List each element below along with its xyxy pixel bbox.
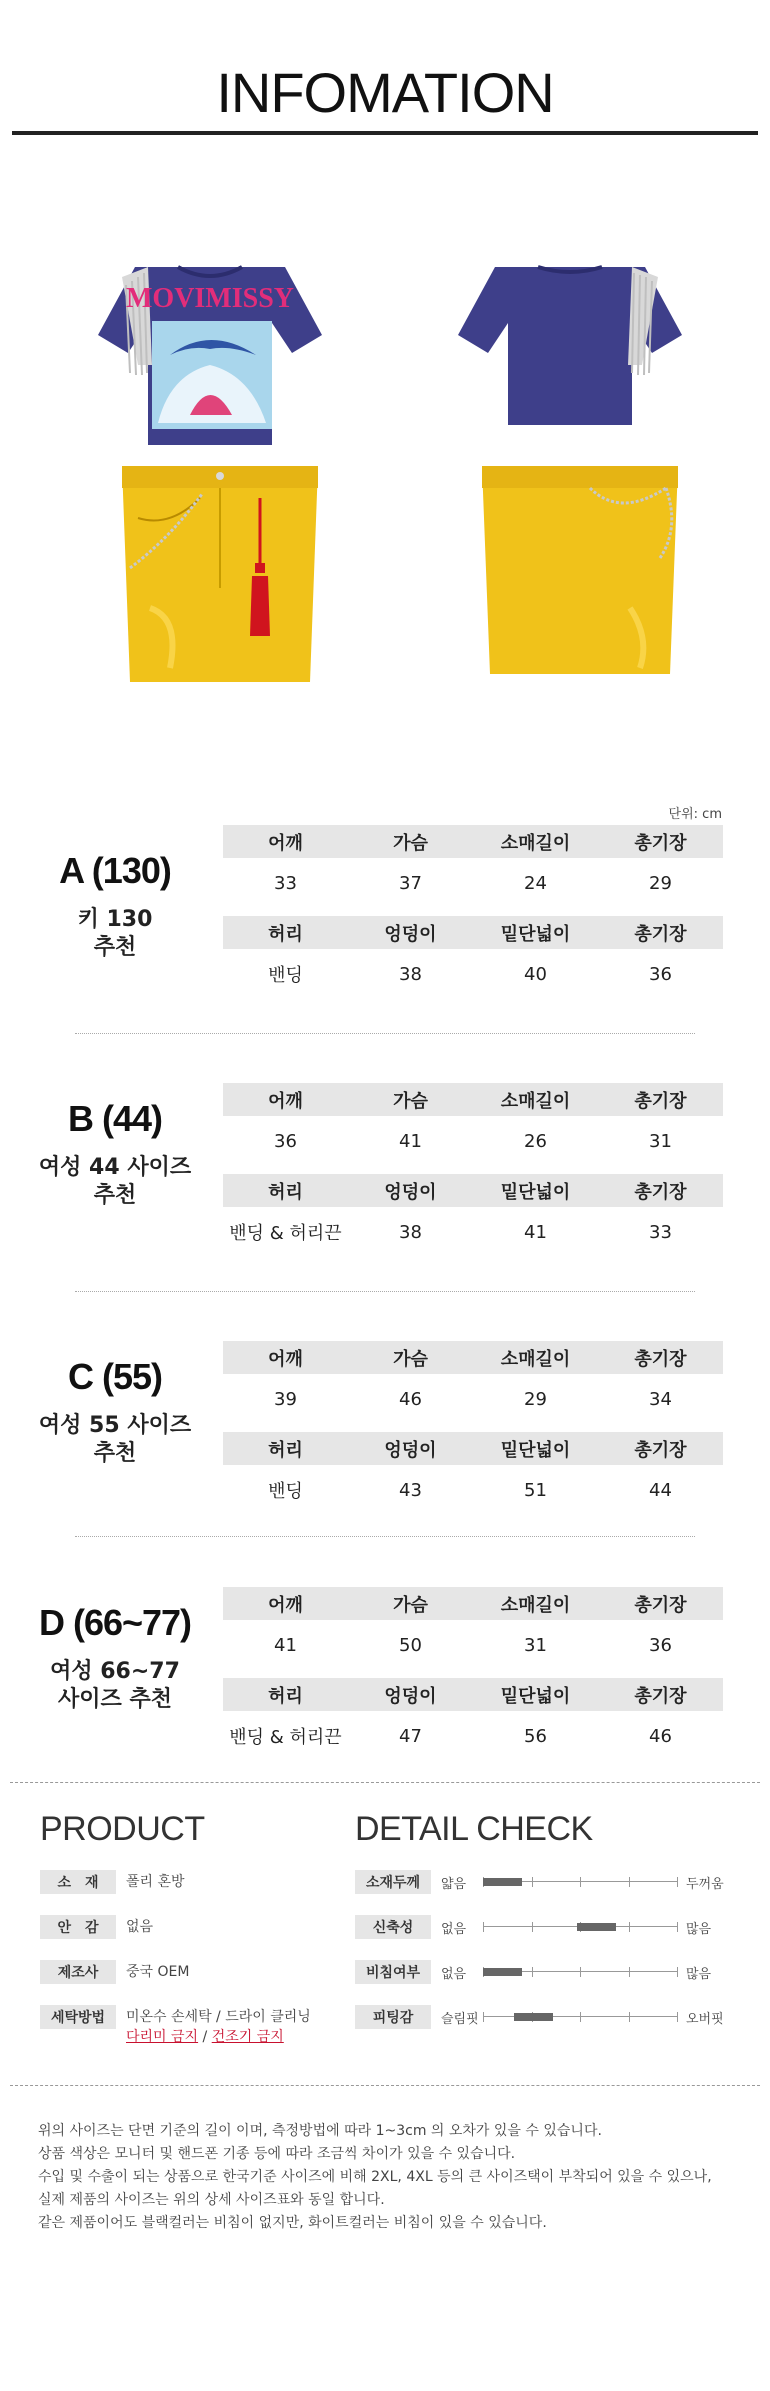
product-row [40,2005,311,2047]
size-code: D (66~77) [38,1602,192,1643]
detail-label: 신축성 [355,1915,431,1939]
cell: 29 [649,872,672,894]
rec-line-2: 추천 [93,1183,137,1208]
table-row [223,1465,723,1515]
cell: 51 [524,1479,547,1501]
wash-warnings [126,2027,311,2047]
size-label [20,1602,210,1714]
scale-low: 얇음 [441,1876,467,1892]
size-label [20,1356,210,1468]
scale-tick [677,1967,678,1977]
scale-tick [580,2012,581,2022]
product-value [126,2007,311,2047]
size-recommendation [20,1658,210,1714]
scale-marker [483,1968,522,1976]
detail-label: 피팅감 [355,2005,431,2029]
scale-tick [532,1922,533,1932]
product-label: 소 재 [40,1870,116,1894]
front-top-image [60,255,360,455]
col-hip: 엉덩이 [384,1685,437,1707]
scale-marker [577,1923,616,1931]
detail-title: DETAIL CHECK [355,1810,593,1848]
col-hip: 엉덩이 [384,1439,437,1461]
notes [38,2120,738,2235]
product-label: 안 감 [40,1915,116,1939]
col-length: 총기장 [634,1685,687,1707]
product-row [40,1915,153,1939]
cell: 41 [274,1634,297,1656]
size-code: B (44) [67,1098,163,1139]
divider [75,1291,695,1292]
scale-track [483,1920,678,1934]
divider [75,1033,695,1034]
col-chest: 가슴 [393,1594,428,1616]
note-line: 수입 및 수출이 되는 상품으로 한국기준 사이즈에 비해 2XL, 4XL 등의 큰 사이즈택이 부착되어 있을 수 있으나, [38,2169,712,2185]
bottom-size-table [223,1174,723,1257]
col-sleeve: 소매길이 [500,1594,571,1616]
col-hem: 밑단넓이 [500,1181,571,1203]
scale-track [483,2010,678,2024]
col-chest: 가슴 [393,832,428,854]
scale-tick [677,2012,678,2022]
col-length: 총기장 [634,1181,687,1203]
cell: 43 [399,1479,422,1501]
scale-tick [629,2012,630,2022]
size-code: C (55) [67,1356,163,1397]
rec-line-1: 여성 44 사이즈 [38,1155,192,1180]
cell: 밴딩 & 허리끈 [229,1223,342,1244]
scale-marker [514,2013,553,2021]
cell: 34 [649,1388,672,1410]
detail-row [355,1870,724,1894]
page-title: INFOMATION [216,61,554,124]
table-row [223,1116,723,1166]
col-length: 총기장 [634,832,687,854]
size-code: A (130) [59,850,171,891]
product-value: 폴리 혼방 [126,1874,185,1890]
bottom-size-table [223,916,723,999]
rec-line-2: 사이즈 추천 [58,1687,172,1712]
scale-tick [677,1877,678,1887]
col-shoulder: 어깨 [268,832,303,854]
product-row [40,1960,189,1984]
no-dryer-warning: 건조기 금지 [211,2029,284,2045]
detail-row [355,1960,711,1984]
table-row [223,858,723,908]
cell: 31 [649,1130,672,1152]
col-hip: 엉덩이 [384,1181,437,1203]
col-waist: 허리 [268,923,303,945]
cell: 44 [649,1479,672,1501]
col-shoulder: 어깨 [268,1594,303,1616]
product-value: 중국 OEM [126,1964,190,1980]
col-waist: 허리 [268,1685,303,1707]
table-row [223,1207,723,1257]
cell: 50 [399,1634,422,1656]
col-chest: 가슴 [393,1348,428,1370]
col-length: 총기장 [634,1439,687,1461]
cell: 밴딩 [268,965,303,986]
scale-tick [532,1877,533,1887]
table-row [223,1711,723,1761]
top-size-table [223,1341,723,1424]
scale-high: 많음 [686,1966,712,1982]
rec-line-1: 여성 66~77 [50,1659,180,1684]
back-top-image [420,255,720,455]
scale-tick [677,1922,678,1932]
rec-line-2: 추천 [93,935,137,960]
divider [75,1536,695,1537]
scale-tick [532,1967,533,1977]
title-divider [12,131,758,135]
cell: 46 [399,1388,422,1410]
col-sleeve: 소매길이 [500,1090,571,1112]
wash-method: 미온수 손세탁 / 드라이 클리닝 [126,2009,311,2025]
cell: 46 [649,1725,672,1747]
size-label [20,1098,210,1210]
cell: 47 [399,1725,422,1747]
scale-tick [580,1967,581,1977]
cell: 36 [274,1130,297,1152]
col-length: 총기장 [634,923,687,945]
scale-tick [629,1877,630,1887]
col-hem: 밑단넓이 [500,1439,571,1461]
scale-low: 없음 [441,1966,467,1982]
size-recommendation [20,906,210,962]
table-row [223,1620,723,1670]
cell: 38 [399,963,422,985]
scale-tick [629,1967,630,1977]
col-length: 총기장 [634,1594,687,1616]
col-chest: 가슴 [393,1090,428,1112]
bottom-size-table [223,1678,723,1761]
cell: 33 [274,872,297,894]
note-line: 실제 제품의 사이즈는 위의 상세 사이즈표와 동일 합니다. [38,2192,385,2208]
rec-line-1: 키 130 [77,907,153,932]
cell: 밴딩 & 허리끈 [229,1727,342,1748]
separator: / [198,2029,212,2045]
col-waist: 허리 [268,1181,303,1203]
product-title: PRODUCT [40,1810,205,1848]
top-size-table [223,1083,723,1166]
cell: 41 [524,1221,547,1243]
size-recommendation [20,1412,210,1468]
col-hem: 밑단넓이 [500,1685,571,1707]
col-hem: 밑단넓이 [500,923,571,945]
col-waist: 허리 [268,1439,303,1461]
no-iron-warning: 다리미 금지 [126,2029,199,2045]
note-line: 위의 사이즈는 단면 기준의 길이 이며, 측정방법에 따라 1~3cm 의 오차가 있을 수 있습니다. [38,2123,602,2139]
rec-line-1: 여성 55 사이즈 [38,1413,192,1438]
size-label [20,850,210,962]
scale-tick [580,1877,581,1887]
back-skirt-image [470,458,690,698]
scale-low: 없음 [441,1921,467,1937]
scale-high: 많음 [686,1921,712,1937]
scale-tick [483,1922,484,1932]
cell: 37 [399,872,422,894]
table-row [223,949,723,999]
size-block-d [0,1572,770,1772]
print-text: MOVIMISSY [125,283,295,314]
col-sleeve: 소매길이 [500,1348,571,1370]
size-block-b [0,1068,770,1268]
top-size-table [223,1587,723,1670]
col-hip: 엉덩이 [384,923,437,945]
cell: 36 [649,1634,672,1656]
scale-track [483,1965,678,1979]
detail-label: 비침여부 [355,1960,431,1984]
note-line: 같은 제품이어도 블랙컬러는 비침이 없지만, 화이트컬러는 비침이 있을 수 있습니다. [38,2215,547,2231]
product-row [40,1870,185,1894]
col-shoulder: 어깨 [268,1348,303,1370]
cell: 26 [524,1130,547,1152]
cell: 40 [524,963,547,985]
cell: 밴딩 [268,1481,303,1502]
cell: 36 [649,963,672,985]
product-label: 세탁방법 [40,2005,116,2029]
cell: 29 [524,1388,547,1410]
size-block-a [0,810,770,1010]
unit-label: 단위: cm [668,807,722,822]
bottom-size-table [223,1432,723,1515]
detail-row [355,1915,711,1939]
section-divider [10,2085,760,2086]
size-recommendation [20,1154,210,1210]
table-row [223,1374,723,1424]
col-length: 총기장 [634,1090,687,1112]
col-sleeve: 소매길이 [500,832,571,854]
note-line: 상품 색상은 모니터 및 핸드폰 기종 등에 따라 조금씩 차이가 있을 수 있습니다. [38,2146,516,2162]
garment-illustrations [0,230,770,700]
section-divider [10,1782,760,1783]
cell: 24 [524,872,547,894]
product-value: 없음 [126,1919,154,1935]
front-skirt-image [110,458,330,698]
scale-high: 두꺼움 [686,1876,724,1892]
detail-row [355,2005,724,2029]
col-shoulder: 어깨 [268,1090,303,1112]
detail-label: 소재두께 [355,1870,431,1894]
rec-line-2: 추천 [93,1441,137,1466]
cell: 38 [399,1221,422,1243]
scale-tick [629,1922,630,1932]
scale-tick [483,2012,484,2022]
top-size-table [223,825,723,908]
size-block-c [0,1326,770,1526]
cell: 33 [649,1221,672,1243]
cell: 56 [524,1725,547,1747]
col-length: 총기장 [634,1348,687,1370]
scale-marker [483,1878,522,1886]
scale-high: 오버핏 [686,2011,724,2027]
cell: 31 [524,1634,547,1656]
cell: 41 [399,1130,422,1152]
scale-low: 슬림핏 [441,2011,479,2027]
product-label: 제조사 [40,1960,116,1984]
cell: 39 [274,1388,297,1410]
scale-track [483,1875,678,1889]
